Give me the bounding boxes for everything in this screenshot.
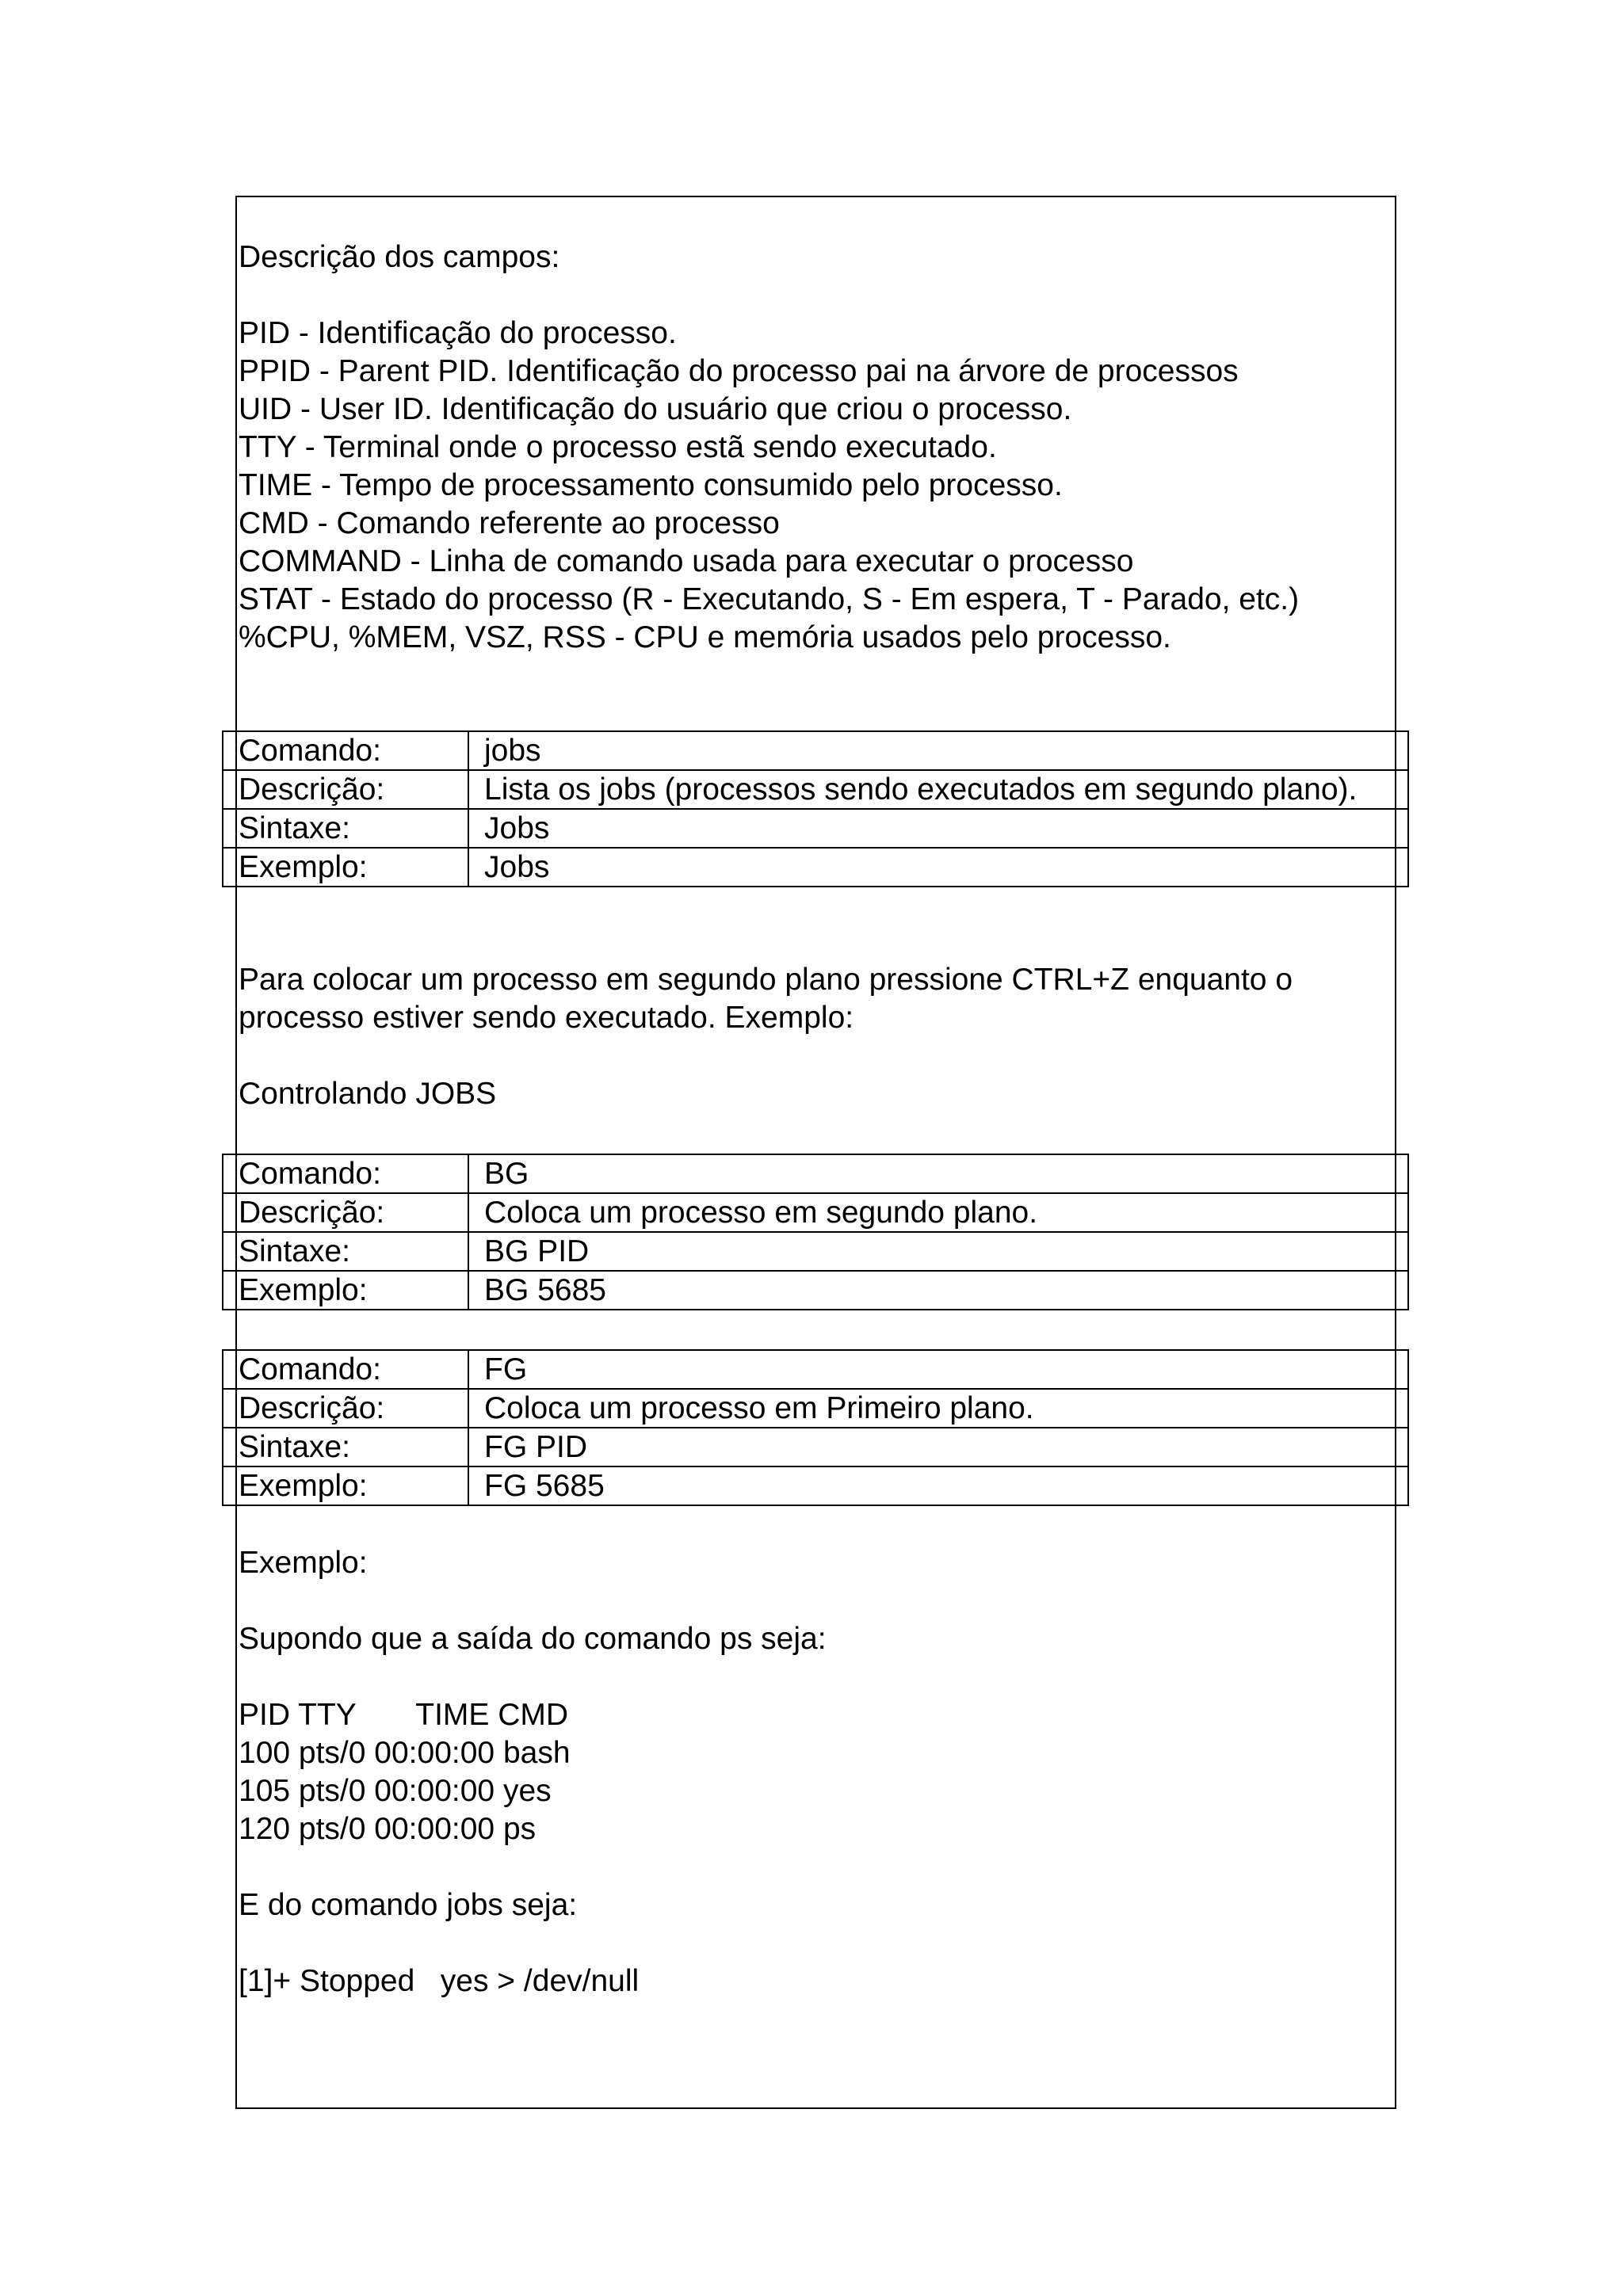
- table-row: [223, 1428, 1408, 1466]
- row-label: Sintaxe:: [223, 1232, 468, 1271]
- row-value: Coloca um processo em segundo plano.: [468, 1193, 1408, 1232]
- table-row: [223, 770, 1408, 809]
- row-label: Descrição:: [223, 770, 468, 809]
- command-table-jobs: [222, 730, 1409, 887]
- ps-intro: Supondo que a saída do comando ps seja:: [239, 1622, 827, 1656]
- command-table-bg: [222, 1154, 1409, 1310]
- row-value: BG 5685: [468, 1271, 1408, 1310]
- ps-output-line: PID TTY TIME CMD: [239, 1698, 569, 1732]
- row-label: Comando:: [223, 731, 468, 770]
- row-value: Coloca um processo em Primeiro plano.: [468, 1389, 1408, 1428]
- row-value: Lista os jobs (processos sendo executados em segundo plano).: [468, 770, 1408, 809]
- jobs-intro: E do comando jobs seja:: [239, 1888, 578, 1922]
- row-label: Comando:: [223, 1350, 468, 1389]
- row-label: Sintaxe:: [223, 809, 468, 848]
- command-table-fg: [222, 1349, 1409, 1506]
- table-row: [223, 1350, 1408, 1389]
- table-row: [223, 1193, 1408, 1232]
- table-row: [223, 1389, 1408, 1428]
- row-value: jobs: [468, 731, 1408, 770]
- table-row: [223, 1154, 1408, 1193]
- row-value: Jobs: [468, 809, 1408, 848]
- row-value: Jobs: [468, 848, 1408, 887]
- table-row: [223, 1271, 1408, 1310]
- row-label: Exemplo:: [223, 1466, 468, 1505]
- jobs-output-line: [1]+ Stopped yes > /dev/null: [239, 1964, 640, 1998]
- ps-output-line: 105 pts/0 00:00:00 yes: [239, 1774, 552, 1808]
- row-label: Exemplo:: [223, 1271, 468, 1310]
- field-description-line: STAT - Estado do processo (R - Executando, S - Em espera, T - Parado, etc.): [239, 582, 1300, 616]
- row-value: BG PID: [468, 1232, 1408, 1271]
- field-description-line: %CPU, %MEM, VSZ, RSS - CPU e memória usados pelo processo.: [239, 620, 1171, 654]
- table-row: [223, 731, 1408, 770]
- table-row: [223, 1466, 1408, 1505]
- row-value: FG PID: [468, 1428, 1408, 1466]
- field-description-line: TTY - Terminal onde o processo estã sendo executado.: [239, 430, 997, 464]
- section-heading-fields: Descrição dos campos:: [239, 240, 560, 274]
- row-value: BG: [468, 1154, 1408, 1193]
- ps-output-line: 120 pts/0 00:00:00 ps: [239, 1812, 537, 1846]
- row-value: FG: [468, 1350, 1408, 1389]
- field-description-line: CMD - Comando referente ao processo: [239, 506, 780, 540]
- field-description-line: COMMAND - Linha de comando usada para executar o processo: [239, 544, 1134, 578]
- row-value: FG 5685: [468, 1466, 1408, 1505]
- row-label: Comando:: [223, 1154, 468, 1193]
- background-note-line: Para colocar um processo em segundo plano pressione CTRL+Z enquanto o: [239, 963, 1293, 997]
- row-label: Descrição:: [223, 1193, 468, 1232]
- row-label: Exemplo:: [223, 848, 468, 887]
- row-label: Sintaxe:: [223, 1428, 468, 1466]
- field-description-line: TIME - Tempo de processamento consumido pelo processo.: [239, 468, 1063, 502]
- row-label: Descrição:: [223, 1389, 468, 1428]
- field-description-line: PPID - Parent PID. Identificação do processo pai na árvore de processos: [239, 354, 1239, 388]
- section-heading-jobs: Controlando JOBS: [239, 1077, 497, 1111]
- example-heading: Exemplo:: [239, 1546, 368, 1580]
- table-row: [223, 809, 1408, 848]
- table-row: [223, 1232, 1408, 1271]
- ps-output-line: 100 pts/0 00:00:00 bash: [239, 1736, 571, 1770]
- field-description-line: PID - Identificação do processo.: [239, 316, 677, 350]
- background-note-line: processo estiver sendo executado. Exemplo:: [239, 1001, 854, 1035]
- table-row: [223, 848, 1408, 887]
- field-description-line: UID - User ID. Identificação do usuário que criou o processo.: [239, 392, 1072, 426]
